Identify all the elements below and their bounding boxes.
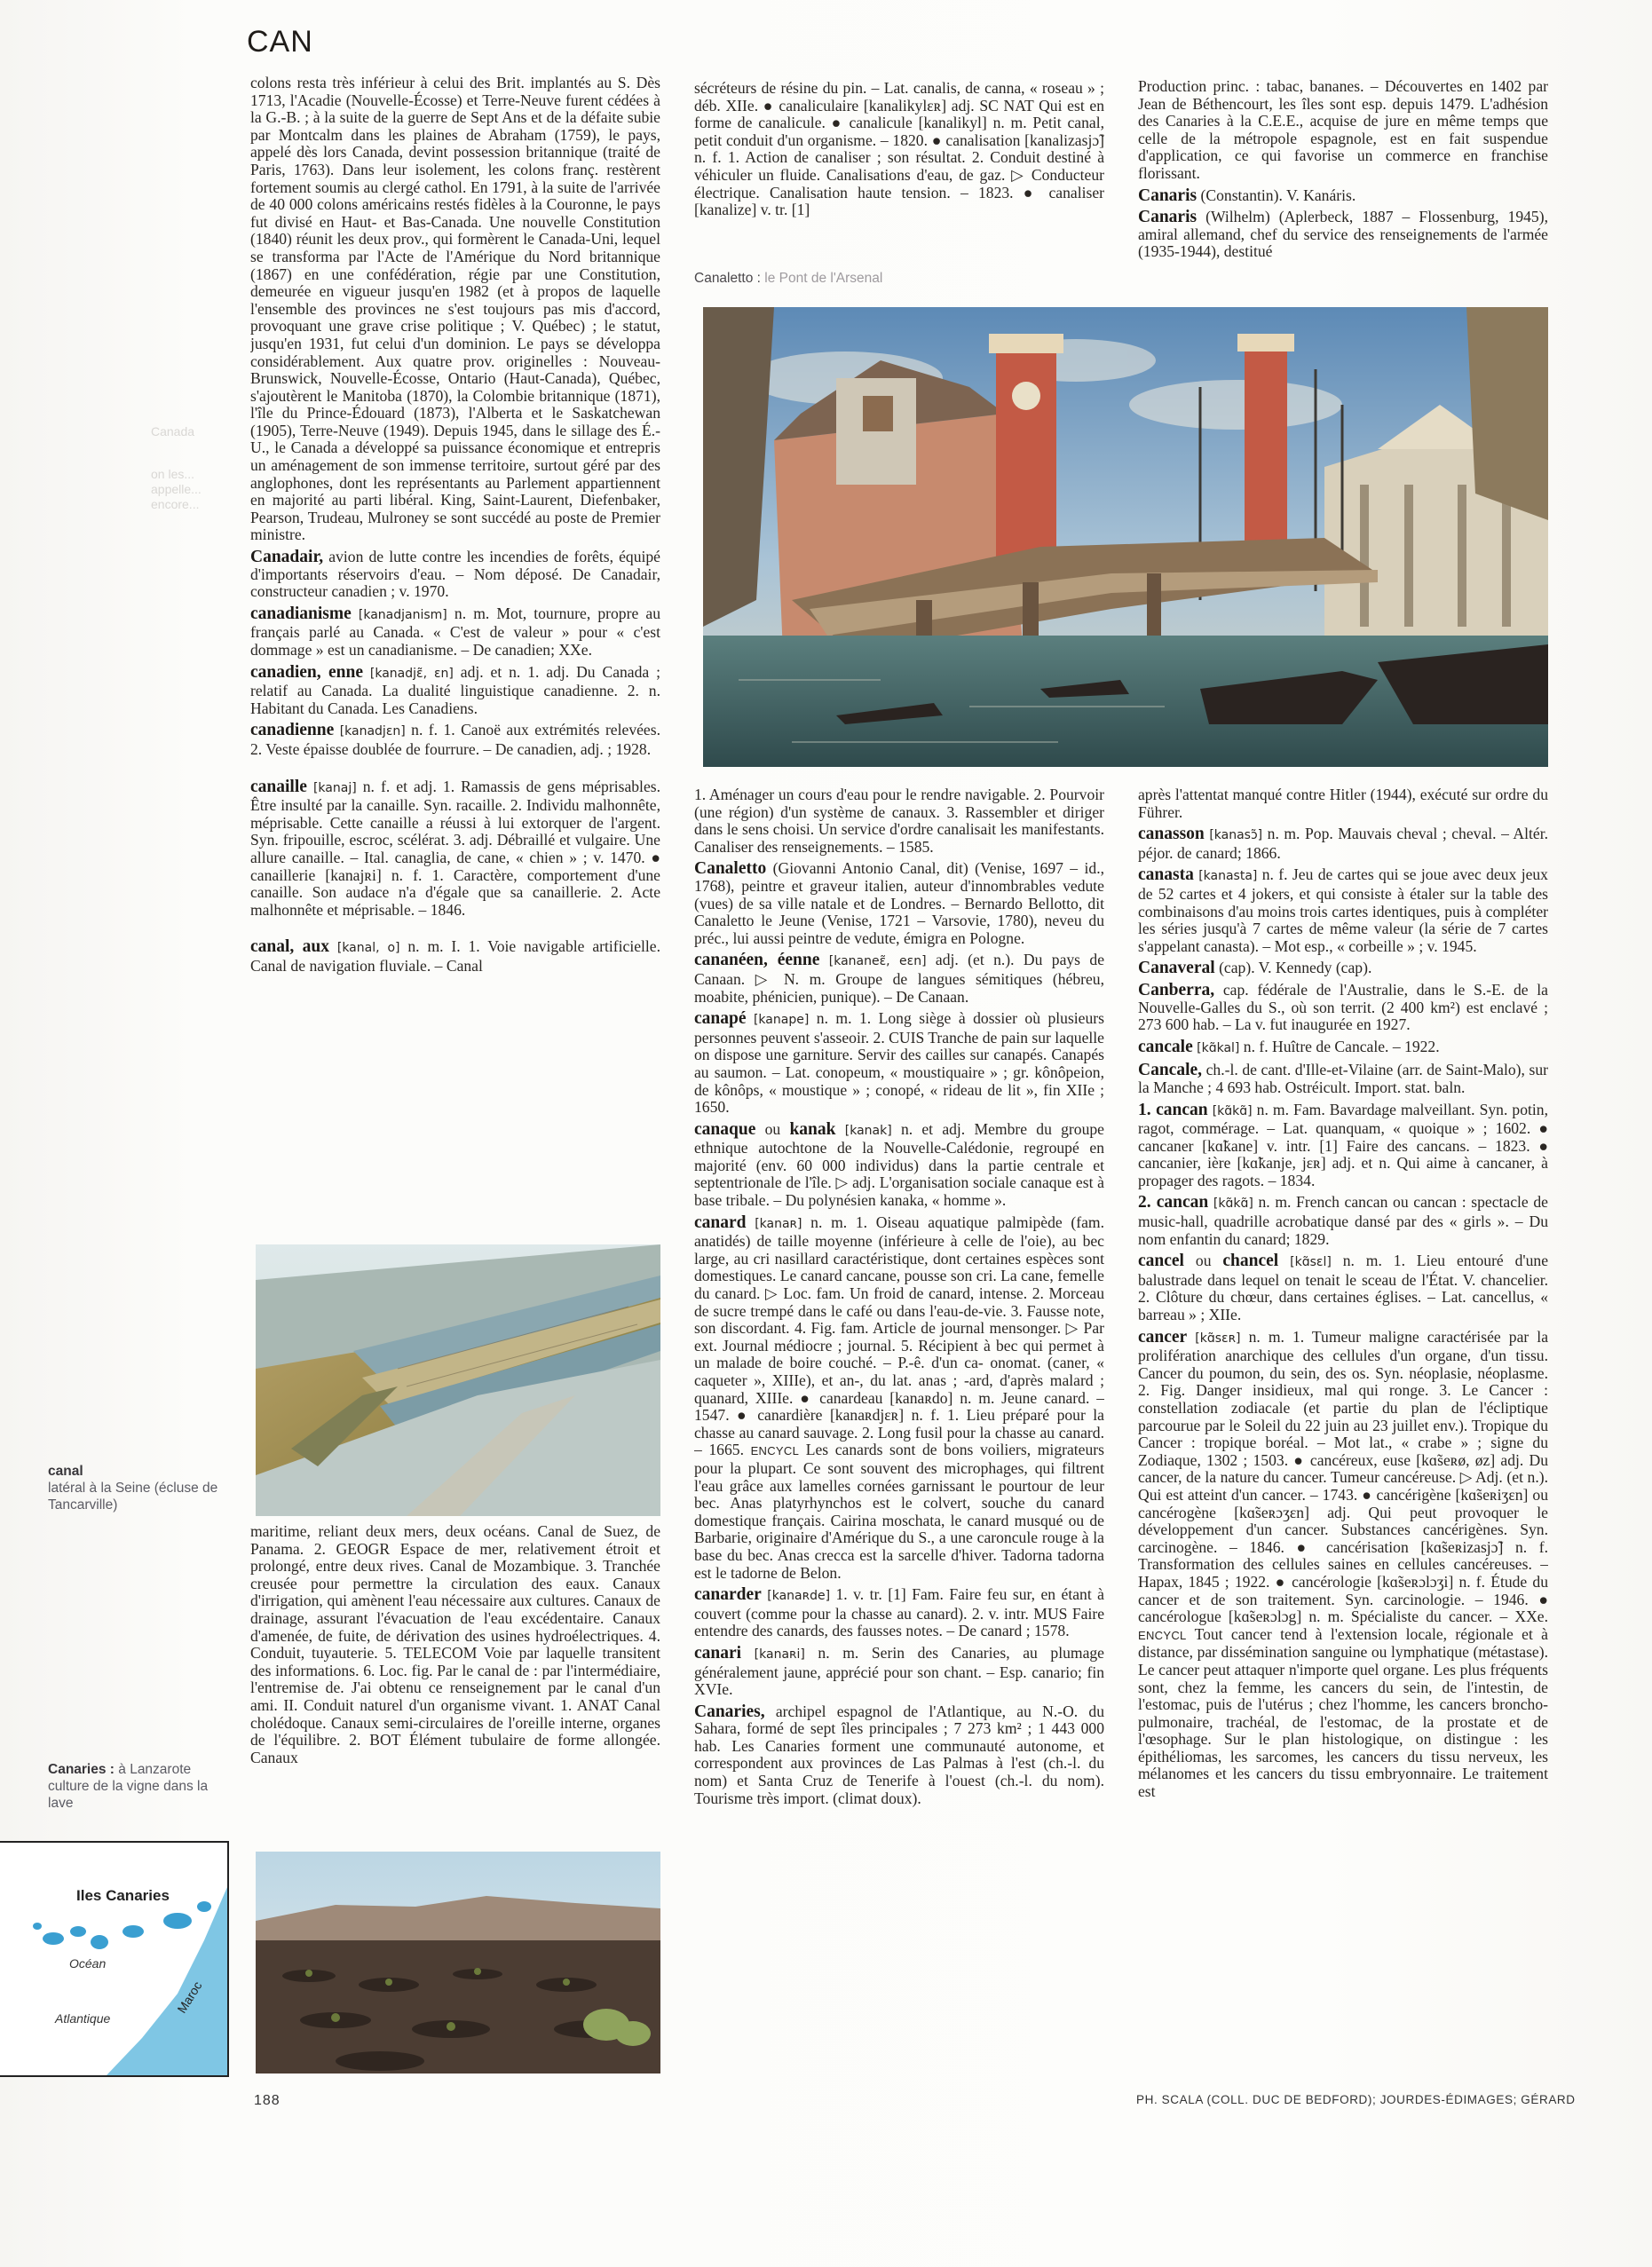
canaletto-painting (703, 307, 1548, 767)
headword: canal, aux (250, 937, 329, 957)
headword: Canaletto (694, 859, 767, 879)
lanzarote-vineyard-image (256, 1852, 660, 2073)
headword: cancel (1138, 1252, 1184, 1271)
phonetic: [kanasta] (1198, 869, 1258, 884)
phonetic: [kanaʀi] (754, 1647, 805, 1662)
phonetic: [kanadjɛ̃, ɛn] (369, 666, 454, 681)
map-label-morocco: Maroc (174, 1979, 205, 2016)
definition: (cap). V. Kennedy (cap). (1219, 959, 1372, 977)
definition: adj. (et n.). Du pays de Canaan. ▷ N. m. Groupe de langues sémitiques (hébreu, moabite, phénicien, punique). – De Canaan. (694, 951, 1104, 1006)
phonetic: [kɑ̃kal] (1197, 1040, 1240, 1055)
phonetic: [kananeɛ̃, eɛn] (828, 954, 927, 969)
phonetic: [kɑ̃kɑ̃] (1212, 1103, 1253, 1118)
caption-title: canal (48, 1464, 83, 1479)
dictionary-entry (694, 952, 1104, 1006)
headword: Canaris (1138, 208, 1198, 227)
dictionary-entry (694, 1586, 1104, 1640)
headword: canarder (694, 1585, 762, 1605)
dictionary-entry (1138, 1062, 1548, 1096)
bleed-through-text: Canada (151, 424, 195, 438)
phonetic: [kɑ̃kɑ̃] (1213, 1197, 1253, 1212)
dictionary-entry (1138, 1039, 1548, 1058)
map-label-ocean: Océan (69, 1956, 107, 1971)
definition: (Constantin). V. Kanáris. (1200, 186, 1356, 204)
headword: Canaris (1138, 186, 1198, 205)
dictionary-entry (694, 1214, 1104, 1582)
column-right (1138, 78, 1548, 316)
headword-variant: chancel (1222, 1252, 1279, 1271)
column-middle-continued (694, 786, 1104, 2077)
headword: Canadair, (250, 548, 324, 567)
photo-credits: PH. SCALA (COLL. DUC DE BEDFORD); JOURDES-ÉDIMAGES; GÉRARD (1136, 2093, 1576, 2106)
dictionary-entry (1138, 187, 1548, 205)
canal-photo (256, 1244, 660, 1516)
page-number: 188 (254, 2093, 281, 2108)
definition: n. f. 1. Canoë aux extrémités relevées. 2. Veste épaisse doublée de fourrure. – De canadien, adj. ; 1928. (250, 721, 660, 758)
definition: n. m. 1. Tumeur maligne caractérisée par la prolifération anarchique des cellules d'un organe, d'un tissu. Cancer du poumon, du sein, des os. Syn. néoplasie, néoplasme. 2. Fig. Danger insidieux, mal qui ronge. 3. Le Cancer : constellation zodiacale (et partie du plan de l'écliptique parcourue par le Soleil du 22 juin au 23 juillet env.). Tropique du Cancer : tropique boréal. – Mot lat., « crabe » ; signe du Zodiaque, 1302 ; 1503. ● cancéreux, euse [kɑ̃seʀø, øz] adj. Du cancer, de la nature du cancer. Tumeur cancéreuse. ▷ Adj. (et n.). Qui est atteint d'un cancer. – 1743. ● cancérigène [kɑ̃seʀiʒɛn] ou cancérogène [kɑ̃seʀɔʒɛn] adj. Qui peut provoquer le développement d'un cancer. Substances cancérigènes. Syn. carcinogène. – 1846. ● cancérisation [kɑ̃seʀizasjɔ̃] n. f. Transformation des cellules saines en cellules cancéreuses. – Hapax, 1845 ; 1922. ● cancérologie [kɑ̃seʀɔlɔʒi] n. f. Étude du cancer et de son traitement. Syn. carcinologie. – 1946. ● cancérologue [kɑ̃seʀɔlɔg] n. m. Spécialiste du cancer. – XXe. (1138, 1327, 1548, 1626)
phonetic: [kanape] (753, 1013, 810, 1028)
headword: cancale (1138, 1037, 1193, 1056)
dictionary-entry (1138, 1252, 1548, 1323)
dictionary-entry (1138, 866, 1548, 955)
headword: cancer (1138, 1327, 1188, 1347)
definition: n. m. Fam. Bavardage malveillant. Syn. potin, ragot, commérage. – Lat. quanquam, « quoique » ; 1602. ● cancaner [kɑ̃kane] v. intr. [1] Faire des cancans. – 1823. ● cancanier, ière [kɑ̃kanje, jɛʀ] adj. et n. Qui aime à cancaner, à propager des ragots. – 1834. (1138, 1100, 1548, 1189)
definition: 1. v. tr. [1] Fam. Faire feu sur, en étant à couvert (comme pour la chasse au canard). 2. v. intr. MUS Faire entendre des canards, des fausses notes. – De canard ; 1578. (694, 1585, 1104, 1640)
encyclopedic-note: Tout cancer tend à l'extension locale, régionale et à distance, par dissémination sanguine ou lymphatique (métastase). Le cancer peut attaquer n'importe quel organe. Les plus fréquents sont, chez la femme, les cancers du sein, de l'intestin, de l'estomac, puis de l'utérus ; chez l'homme, les cancers broncho-pulmonaire, trachéal, de l'estomac, de la prostate et de l'œsophage. Sur le plan histologique, on distingue : les épithéliomas, les sarcomes, les cancers du tissu nerveux, les mélanomes et les cancers du tissu embryonnaire. Le traitement est (1138, 1624, 1548, 1801)
running-head: CAN (247, 25, 313, 59)
definition: n. f. Jeu de cartes qui se joue avec deux jeux de 52 cartes et 4 jokers, et qui consiste à étaler sur la table des combinaisons d'au moins trois cartes identiques, puis à compléter les séries jusqu'à 7 cartes de même valeur (la série de 7 cartes s'appelant canasta). – Mot esp., « corbeille » ; v. 1945. (1138, 865, 1548, 955)
dictionary-entry (694, 860, 1104, 947)
definition: cap. fédérale de l'Australie, dans le S.-E. de la Nouvelle-Galles du S., où son territ. (2 400 km²) est enclavé ; 273 600 hab. – La v. fut inaugurée en 1927. (1138, 980, 1548, 1034)
entry-continuation: maritime, reliant deux mers, deux océans. Canal de Suez, de Panama. 2. GEOGR Espace de mer, relativement étroit et prolongé, entre deux rives. Canal de Mozambique. 3. Tranchée creusée pour permettre la circulation des eaux. Canaux d'irrigation, qui amènent l'eau nécessaire aux cultures. Canaux de drainage, assurant l'évacuation de l'eau excédentaire. Canaux d'amenée, de fuite, de dérivation des usines hydroélectriques. 4. Conduit, tuyauterie. 5. TELECOM Voie par laquelle transitent des informations. 6. Loc. fig. Par le canal de : par l'intermédiaire, l'entremise de. J'ai obtenu ce renseignement par le canal d'un ami. II. Conduit naturel d'un organisme vivant. 1. ANAT Canal cholédoque. Canaux semi-circulaires de l'oreille interne, organes de l'équilibre. 2. BOT Élément tubulaire de forme allongée. Canaux (250, 1523, 660, 1766)
headword: Canaries, (694, 1702, 765, 1721)
headword: canadianisme (250, 604, 352, 623)
definition: n. m. Mot, tournure, propre au français parlé au Canada. « C'est de valeur » pour « c'est dommage » est un canadianisme. – De canadien; XXe. (250, 604, 660, 659)
map-title: Iles Canaries (76, 1887, 170, 1904)
phonetic: [kɑ̃sɛl] (1290, 1255, 1332, 1270)
definition: n. m. 1. Long siège à dossier où plusieurs personnes peuvent s'asseoir. 2. CUIS Tranche de pain sur laquelle on dispose une garniture. Servir des cailles sur canapés. Canapés au saumon. – Lat. conopeum, « moustiquaire » ; gr. kônôpeion, de kônôps, « moustique » ; conopé, « rideau de lit », fin XIIe ; 1650. (694, 1009, 1104, 1117)
dictionary-entry (250, 549, 660, 601)
headword: canaque (694, 1119, 756, 1139)
phonetic: [kanaʀde] (767, 1589, 831, 1604)
phonetic: [kanak] (844, 1123, 892, 1138)
dictionary-entry (694, 1121, 1104, 1210)
phonetic: [kanaj] (312, 780, 357, 795)
dictionary-entry (250, 778, 660, 920)
dictionary-entry (250, 938, 660, 975)
dictionary-entry (694, 1645, 1104, 1699)
phonetic: [kanadjanism] (358, 607, 447, 622)
encycl-label: ENCYCL (1138, 1628, 1187, 1642)
headword: canapé (694, 1009, 747, 1029)
encycl-label: ENCYCL (750, 1444, 800, 1458)
definition: ch.-l. de cant. d'Ille-et-Vilaine (arr. de Saint-Malo), sur la Manche ; 4 693 hab. Ostréicult. Import. stat. baln. (1138, 1061, 1548, 1096)
dictionary-entry (250, 664, 660, 718)
caption-title: Canaries : (48, 1762, 115, 1777)
headword: 1. cancan (1138, 1100, 1208, 1119)
headword: Cancale, (1138, 1061, 1203, 1080)
caption-canaries (48, 1761, 234, 1812)
entry-continuation: 1. Aménager un cours d'eau pour le rendre navigable. 2. Pourvoir (une région) d'un système de canaux. 3. Rassembler et diriger dans le sens choisi. Un service d'ordre canalisait les manifestants. Canaliser des renseignements. – 1585. (694, 786, 1104, 856)
definition: (Giovanni Antonio Canal, dit) (Venise, 1697 – id., 1768), peintre et graveur italien, auteur d'innombrables vedute (vues) de sa ville natale et de Londres. – Bernardo Bellotto, dit Canaletto le Jeune (Venise, 1721 – Varsovie, 1780), neveu du préc., lui aussi peintre de vedute, émigra en Pologne. (694, 859, 1104, 947)
headword: Canaveral (1138, 959, 1215, 978)
conjunction: ou (1195, 1252, 1212, 1270)
definition: n. m. French cancan ou cancan : spectacle de music-hall, quadrille acrobatique dansé par des « girls ». – Du nom enfantin du canard; 1829. (1138, 1193, 1548, 1248)
dictionary-entry (250, 722, 660, 758)
dictionary-entry (1138, 1102, 1548, 1190)
definition: n. m. 1. Lieu entouré d'une balustrade dans lequel on tenait le sceau de l'État. V. chancelier. 2. Clôture du chœur, dans certaines églises. – Lat. cancellus, « barreau » ; XIIe. (1138, 1252, 1548, 1324)
canal-aerial-image (256, 1244, 660, 1516)
definition: n. et adj. Membre du groupe ethnique autochtone de la Nouvelle-Calédonie, regroupé en majorité (env. 60 000 individus) dans la partie centrale et septentrionale de l'île. ▷ adj. L'organisation sociale canaque est à base tribale. – Du polynésien kanaka, « homme ». (694, 1119, 1104, 1210)
dictionary-entry (1138, 825, 1548, 862)
column-left (250, 75, 660, 1232)
headword: canard (694, 1212, 747, 1232)
canaries-photo (256, 1852, 660, 2073)
headword: cananéen, éenne (694, 951, 820, 970)
definition: n. m. Pop. Mauvais cheval ; cheval. – Altér. péjor. de canard; 1866. (1138, 825, 1548, 862)
dictionary-entry (1138, 209, 1548, 261)
definition: n. f. et adj. 1. Ramassis de gens méprisables. Être insulté par la canaille. Syn. racaille. 2. Individu malhonnête, méprisable. Cette canaille a réussi à lui extorquer de l'argent. Syn. fripouille, escroc, scélérat. 3. adj. Débraillé et vulgaire. Une allure canaille. – Ital. canaglia, de cane, « chien » ; v. 1470. ● canaillerie [kanajʀi] n. f. 1. Caractère, comportement d'une canaille. Son audace n'a d'égale que sa canaillerie. 2. Acte malhonnête et méprisable. – 1846. (250, 777, 660, 919)
phonetic: [kɑ̃sɛʀ] (1195, 1331, 1241, 1346)
definition: avion de lutte contre les incendies de forêts, équipé d'importants réservoirs d'eau. – Nom déposé. De Canadair, constructeur canadien ; v. 1970. (250, 548, 660, 601)
dictionary-entry (694, 1703, 1104, 1808)
definition: (Wilhelm) (Aplerbeck, 1887 – Flossenburg, 1945), amiral allemand, chef du service des renseignements de l'armée (1935-1944), destitué (1138, 208, 1548, 261)
entry-continuation: colons resta très inférieur à celui des Brit. implantés au S. Dès 1713, l'Acadie (Nouvelle-Écosse) et Terre-Neuve furent cédées à la G.-B. ; à la suite de la guerre de Sept Ans et de la défaite subie par Montcalm dans les plaines de Abraham (1759), le pays, appelé dès lors Canada, devint possession britannique (traité de Paris, 1763). Dans leur isolement, les colons franç. restèrent fortement soumis au clergé cathol. En 1791, à la suite de l'arrivée de 40 000 colons américains restés fidèles à la Couronne, le pays fut divisé en Haut- et Bas-Canada. Une nouvelle Constitution (1840) réunit les deux prov., qui formèrent le Canada-Uni, lequel se transforma par l'Acte de l'Amérique du Nord britannique (1867) en une confédération, régie par une Constitution, demeurée en vigueur jusqu'en 1982 (et à propos de laquelle l'ensemble des provinces ne s'est toujours pas mis d'accord, provoquant une grave crise politique ; V. Québec) ; le statut, jusqu'en 1931, fut celui d'un dominion. Le pays se développa considérablement. Aux quatre prov. originelles : Nouveau-Brunswick, Nouvelle-Écosse, Ontario (Haut-Canada), Québec, s'ajoutèrent le Manitoba (1870), la Colombie britannique (1871), l'île du Prince-Édouard (1873), l'Alberta et le Saskatchewan (1905), Terre-Neuve (1949). Depuis 1945, dans le sillage des É.-U., le Canada a développé sa puissance économique et entrepris un aménagement de son immense territoire, surtout géré par des anglophones, dont les représentants au Parlement appartiennent en majorité au parti libéral. King, Saint-Laurent, Diefenbaker, Pearson, Trudeau, Mulroney se sont succédé au poste de Premier ministre. (250, 75, 660, 544)
dictionary-entry (1138, 1194, 1548, 1248)
column-left-continued (250, 1523, 660, 1836)
phonetic: [kanasɔ̃] (1209, 828, 1263, 843)
caption-text: le Pont de l'Arsenal (764, 271, 883, 286)
definition: n. m. Serin des Canaries, au plumage généralement jaune, apprécié pour son chant. – Esp. canario; fin XVIe. (694, 1643, 1104, 1699)
headword-variant: kanak (789, 1119, 836, 1139)
dictionary-entry (694, 1010, 1104, 1117)
dictionary-entry (250, 605, 660, 660)
caption-text: à Lanzarote culture de la vigne dans la lave (48, 1762, 209, 1811)
entry-continuation: Production princ. : tabac, bananes. – Découvertes en 1402 par Jean de Béthencourt, les îles sont esp. depuis 1479. L'adhésion des Canaries à la C.E.E., acquise de jure en même temps que celle de la métropole espagnole, est en fait suspendue d'application, ce qui favorise un commerce en franchise florissant. (1138, 78, 1548, 182)
canary-islands-map (0, 1841, 229, 2077)
phonetic: [kanaʀ] (755, 1216, 802, 1231)
encyclopedic-note: Les canards sont de bons voiliers, migrateurs pour la plupart. Ce sont souvent des microphages, qui filtrent l'eau grâce aux lamelles cornées garnissant le pourtour de leur bec. Anas platyrhynchos est le colvert, souche du canard domestique français. Cairina moschata, le canard musqué ou de Barbarie, originaire d'Amérique du S., a une caroncule rouge à la base du bec. Anas crecca est la sarcelle d'hiver. Tadorna tadorna est le tadorne de Belon. (694, 1441, 1104, 1582)
dictionary-entry (1138, 960, 1548, 977)
arsenal-bridge-image (703, 307, 1548, 767)
dictionary-entry (1138, 1329, 1548, 1801)
map-label-atlantic: Atlantique (55, 2011, 111, 2026)
headword: canasson (1138, 825, 1205, 844)
definition: n. m. I. 1. Voie navigable artificielle. Canal de navigation fluviale. – Canal (250, 937, 660, 975)
conjunction: ou (764, 1119, 781, 1138)
column-middle (694, 80, 1104, 320)
entry-continuation: après l'attentat manqué contre Hitler (1944), exécuté sur ordre du Führer. (1138, 786, 1548, 821)
definition: n. f. Huître de Cancale. – 1922. (1243, 1037, 1440, 1055)
headword: canadienne (250, 721, 335, 740)
headword: Canberra, (1138, 980, 1215, 999)
headword: canasta (1138, 865, 1194, 885)
headword: 2. cancan (1138, 1193, 1209, 1212)
map-shapes (0, 1843, 227, 2075)
entry-continuation: sécréteurs de résine du pin. – Lat. canalis, de canna, « roseau » ; déb. XIIe. ● canaliculaire [kanalikylɛʀ] adj. SC NAT Qui est en forme de canalicule. ● canalicule [kanalikyl] n. m. Petit canal, petit conduit d'un organisme. – 1820. ● canalisation [kanalizasjɔ̃] n. f. 1. Action de canaliser ; son résultat. 2. Conduit destiné à véhiculer un fluide. Canalisations d'eau, de gaz. ▷ Conducteur électrique. Canalisation haute tension. – 1823. ● canaliser [kanalize] v. tr. [1] (694, 80, 1104, 219)
headword: canari (694, 1643, 742, 1663)
dictionary-entry (1138, 982, 1548, 1034)
caption-title: Canaletto : (694, 271, 761, 286)
phonetic: [kanal, o] (336, 941, 400, 956)
definition: archipel espagnol de l'Atlantique, au N.-O. du Sahara, formé de sept îles principales ; 7 273 km² ; 1 443 000 hab. Les Canaries forment une communauté autonome, et correspondent aux provinces de Las Palmas à l'est (ch.-l. du nom) et Santa Cruz de Tenerife à l'ouest (ch.-l. du nom). Tourisme très import. (climat doux). (694, 1702, 1104, 1807)
bleed-through-text: on les... appelle... encore... (151, 467, 202, 511)
column-right-continued (1138, 786, 1548, 2077)
caption-canal (48, 1463, 234, 1513)
phonetic: [kanadjɛn] (339, 724, 406, 739)
headword: canadien, enne (250, 662, 363, 682)
definition: adj. et n. 1. adj. Du Canada ; relatif au Canada. La dualité linguistique canadienne. 2. n. Habitant du Canada. Les Canadiens. (250, 662, 660, 717)
caption-text: latéral à la Seine (écluse de Tancarville) (48, 1481, 218, 1513)
headword: canaille (250, 777, 307, 796)
definition: n. m. 1. Oiseau aquatique palmipède (fam. anatidés) de taille moyenne (inférieure à celle de l'oie), au bec large, au cri nasillard caractéristique, dont certaines espèces sont domestiques. Le canard cancane, pousse son cri. La cane, femelle du canard. ▷ Loc. fam. Un froid de canard, intense. 2. Morceau de sucre trempé dans le café ou dans l'eau-de-vie. 3. Fausse note, son discordant. 4. Fig. fam. Article de journal mensonger. ▷ Par ext. Journal médiocre ; journal. 5. Récipient à bec qui permet à un malade de boire couché. – P.-ê. d'un ca- onomat. (caner, « caqueter », XIIIe), et an-, du lat. anas ; -ard, d'après malard ; quanard, XIIIe. ● canardeau [kanaʀdo] n. m. Jeune canard. – 1547. ● canardière [kanaʀdjɛʀ] n. f. 1. Lieu préparé pour la chasse au canard sauvage. 2. Long fusil pour la chasse au canard. – 1665. (694, 1212, 1104, 1459)
